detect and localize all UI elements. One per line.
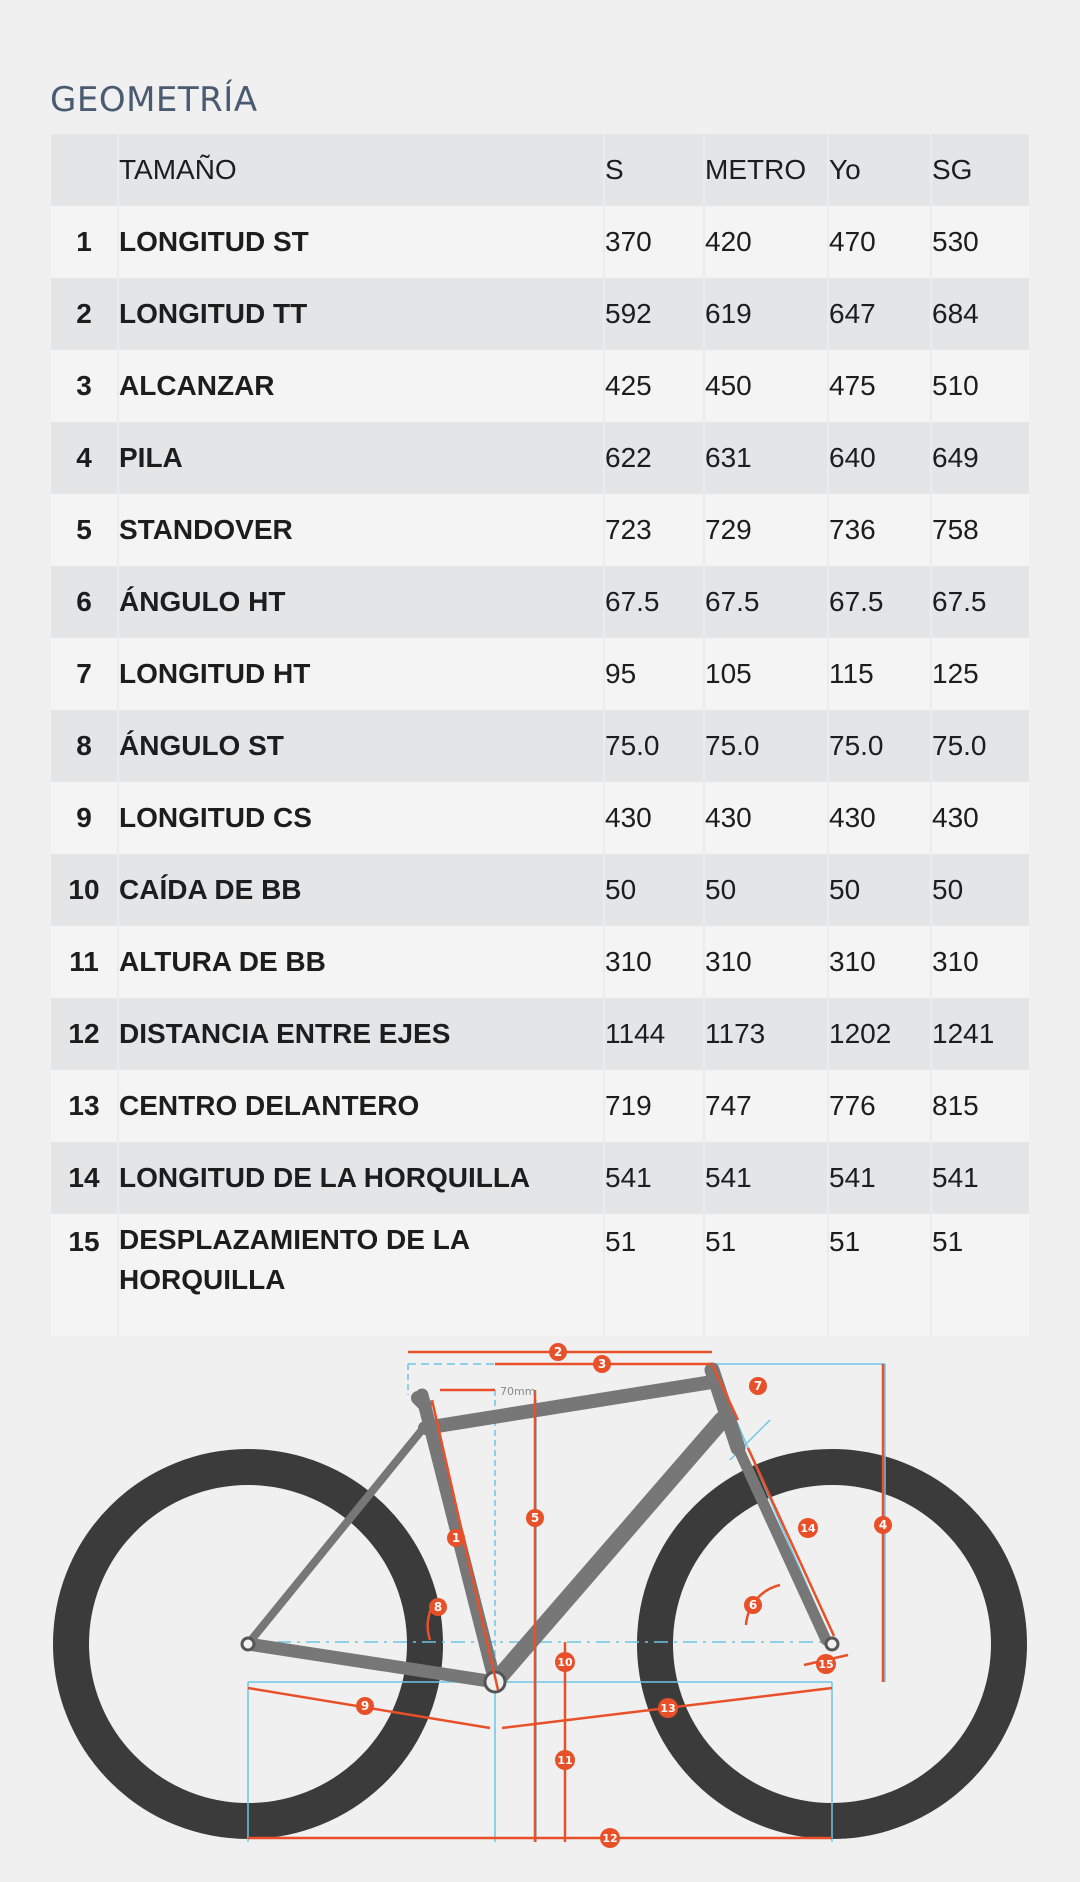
marker-6: [744, 1596, 762, 1614]
table-row: [51, 926, 1029, 998]
row-label: STANDOVER: [118, 494, 604, 566]
row-value: 51: [704, 1214, 828, 1336]
marker-14: [798, 1518, 818, 1538]
row-value: 430: [931, 782, 1029, 854]
row-value: 619: [704, 278, 828, 350]
svg-text:15: 15: [818, 1658, 834, 1671]
marker-1: [447, 1529, 465, 1547]
row-label: DESPLAZAMIENTO DE LA HORQUILLA: [118, 1214, 604, 1336]
row-label: CAÍDA DE BB: [118, 854, 604, 926]
row-value: 622: [604, 422, 704, 494]
row-value: 649: [931, 422, 1029, 494]
row-number: 1: [51, 206, 118, 278]
row-value: 592: [604, 278, 704, 350]
row-value: 1202: [828, 998, 931, 1070]
row-value: 50: [931, 854, 1029, 926]
row-value: 1144: [604, 998, 704, 1070]
svg-text:13: 13: [660, 1702, 676, 1715]
marker-12: [600, 1828, 620, 1848]
row-value: 75.0: [931, 710, 1029, 782]
geometry-table: [51, 134, 1029, 1336]
row-value: 51: [931, 1214, 1029, 1336]
row-number: 10: [51, 854, 118, 926]
marker-7: [749, 1377, 767, 1395]
header-size-s: S: [604, 134, 704, 206]
header-size-l: Yo: [828, 134, 931, 206]
row-label: ALTURA DE BB: [118, 926, 604, 998]
row-number: 12: [51, 998, 118, 1070]
bike-geometry-diagram: [0, 1330, 1080, 1882]
row-value: 723: [604, 494, 704, 566]
row-value: 125: [931, 638, 1029, 710]
row-label: ÁNGULO ST: [118, 710, 604, 782]
row-value: 776: [828, 1070, 931, 1142]
table-row: [51, 782, 1029, 854]
header-num-cell: [51, 134, 118, 206]
marker-9: [356, 1697, 374, 1715]
row-number: 11: [51, 926, 118, 998]
svg-text:3: 3: [597, 1357, 607, 1371]
row-value: 115: [828, 638, 931, 710]
row-number: 4: [51, 422, 118, 494]
row-value: 450: [704, 350, 828, 422]
svg-text:6: 6: [748, 1598, 758, 1612]
row-value: 67.5: [931, 566, 1029, 638]
row-value: 747: [704, 1070, 828, 1142]
row-label: ÁNGULO HT: [118, 566, 604, 638]
row-value: 310: [604, 926, 704, 998]
row-label: PILA: [118, 422, 604, 494]
marker-2: [549, 1343, 567, 1361]
row-value: 51: [604, 1214, 704, 1336]
svg-text:10: 10: [557, 1656, 573, 1669]
row-number: 6: [51, 566, 118, 638]
row-number: 14: [51, 1142, 118, 1214]
rear-axle: [242, 1638, 254, 1650]
row-number: 15: [51, 1214, 118, 1336]
chain-stay: [248, 1644, 495, 1682]
svg-text:9: 9: [360, 1699, 370, 1713]
marker-13: [658, 1698, 678, 1718]
section-title: GEOMETRÍA: [50, 80, 258, 120]
marker-10: [555, 1652, 575, 1672]
row-value: 425: [604, 350, 704, 422]
row-value: 105: [704, 638, 828, 710]
bike-frame: [242, 1370, 838, 1692]
marker-3: [593, 1355, 611, 1373]
row-value: 530: [931, 206, 1029, 278]
row-value: 67.5: [828, 566, 931, 638]
table-row: [51, 422, 1029, 494]
svg-text:5: 5: [530, 1511, 540, 1525]
svg-text:8: 8: [433, 1600, 443, 1614]
row-number: 13: [51, 1070, 118, 1142]
row-value: 75.0: [828, 710, 931, 782]
table-header-row: [51, 134, 1029, 206]
row-value: 729: [704, 494, 828, 566]
row-value: 758: [931, 494, 1029, 566]
row-value: 50: [604, 854, 704, 926]
svg-text:14: 14: [800, 1522, 816, 1535]
row-value: 310: [931, 926, 1029, 998]
marker-15: [816, 1654, 836, 1674]
svg-text:4: 4: [878, 1518, 888, 1532]
row-label: LONGITUD CS: [118, 782, 604, 854]
marker-4: [874, 1516, 892, 1534]
row-value: 640: [828, 422, 931, 494]
header-size-label: TAMAÑO: [118, 134, 604, 206]
row-value: 541: [931, 1142, 1029, 1214]
row-value: 430: [604, 782, 704, 854]
marker-5: [526, 1509, 544, 1527]
row-value: 310: [828, 926, 931, 998]
row-value: 67.5: [604, 566, 704, 638]
row-value: 75.0: [704, 710, 828, 782]
row-value: 51: [828, 1214, 931, 1336]
row-value: 310: [704, 926, 828, 998]
row-value: 370: [604, 206, 704, 278]
row-value: 50: [704, 854, 828, 926]
table-row: [51, 1214, 1029, 1336]
row-value: 475: [828, 350, 931, 422]
row-value: 647: [828, 278, 931, 350]
row-number: 3: [51, 350, 118, 422]
svg-text:12: 12: [602, 1832, 618, 1845]
table-row: [51, 1070, 1029, 1142]
table-row: [51, 854, 1029, 926]
row-number: 7: [51, 638, 118, 710]
row-number: 8: [51, 710, 118, 782]
row-value: 430: [828, 782, 931, 854]
marker-11: [555, 1750, 575, 1770]
row-value: 510: [931, 350, 1029, 422]
row-label: LONGITUD ST: [118, 206, 604, 278]
row-label: CENTRO DELANTERO: [118, 1070, 604, 1142]
row-value: 815: [931, 1070, 1029, 1142]
table-row: [51, 998, 1029, 1070]
row-number: 5: [51, 494, 118, 566]
row-value: 430: [704, 782, 828, 854]
row-value: 541: [704, 1142, 828, 1214]
table-row: [51, 278, 1029, 350]
svg-text:11: 11: [557, 1754, 573, 1767]
row-label: LONGITUD DE LA HORQUILLA: [118, 1142, 604, 1214]
table-row: [51, 206, 1029, 278]
row-value: 50: [828, 854, 931, 926]
row-value: 420: [704, 206, 828, 278]
seat-post: [418, 1398, 425, 1405]
header-size-xl: SG: [931, 134, 1029, 206]
row-value: 1241: [931, 998, 1029, 1070]
table-row: [51, 566, 1029, 638]
row-value: 95: [604, 638, 704, 710]
row-number: 9: [51, 782, 118, 854]
svg-text:2: 2: [553, 1345, 563, 1359]
row-value: 1173: [704, 998, 828, 1070]
table-row: [51, 350, 1029, 422]
svg-text:7: 7: [753, 1379, 763, 1393]
svg-text:1: 1: [451, 1531, 461, 1545]
marker-8: [429, 1598, 447, 1616]
header-size-m: METRO: [704, 134, 828, 206]
offset-label: 70mm: [500, 1385, 536, 1398]
row-value: 631: [704, 422, 828, 494]
row-number: 2: [51, 278, 118, 350]
row-value: 67.5: [704, 566, 828, 638]
row-value: 684: [931, 278, 1029, 350]
row-value: 541: [828, 1142, 931, 1214]
table-row: [51, 494, 1029, 566]
table-row: [51, 710, 1029, 782]
row-label: LONGITUD TT: [118, 278, 604, 350]
row-label: DISTANCIA ENTRE EJES: [118, 998, 604, 1070]
row-value: 75.0: [604, 710, 704, 782]
row-value: 719: [604, 1070, 704, 1142]
table-row: [51, 1142, 1029, 1214]
table-row: [51, 638, 1029, 710]
front-axle: [826, 1638, 838, 1650]
row-value: 470: [828, 206, 931, 278]
row-value: 541: [604, 1142, 704, 1214]
row-label: ALCANZAR: [118, 350, 604, 422]
row-label: LONGITUD HT: [118, 638, 604, 710]
row-value: 736: [828, 494, 931, 566]
